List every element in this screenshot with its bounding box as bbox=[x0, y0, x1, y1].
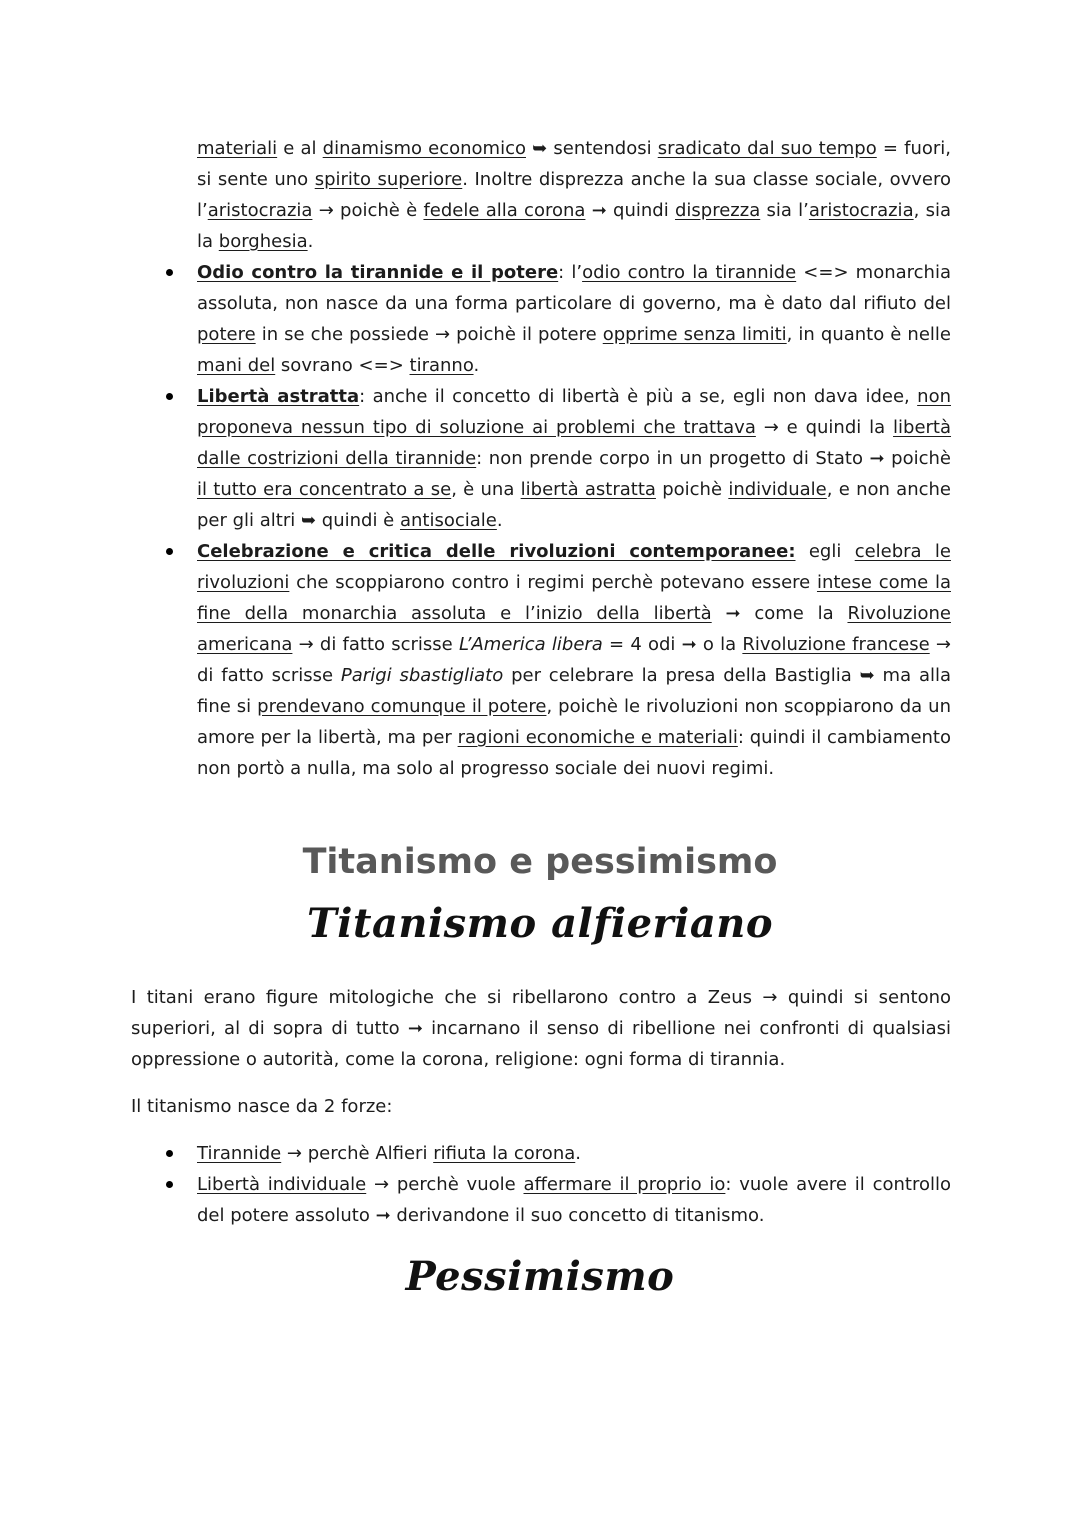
list-item bbox=[131, 1138, 951, 1169]
text-span: sia l’ bbox=[760, 200, 809, 221]
text-underlined: Tirannide bbox=[197, 1143, 282, 1164]
text-underlined: spirito superiore bbox=[314, 169, 463, 190]
bullet-icon bbox=[166, 393, 173, 400]
section-heading: Titanismo e pessimismo bbox=[302, 842, 778, 882]
text-span: che scoppiarono contro i regimi perchè potevano essere bbox=[289, 572, 817, 593]
list-item bbox=[131, 381, 951, 536]
text-span: → di fatto scrisse bbox=[292, 634, 459, 655]
text-underlined: odio contro la tirannide bbox=[582, 262, 797, 283]
text-span: poichè bbox=[655, 479, 729, 500]
text-italic: L’America libera bbox=[458, 634, 603, 655]
subsection-heading-pessimismo: Pessimismo bbox=[405, 1253, 675, 1300]
intro-text bbox=[131, 133, 951, 257]
text-underlined: sradicato dal suo tempo bbox=[657, 138, 877, 159]
text-underlined: materiali bbox=[197, 138, 278, 159]
text-span: e al bbox=[277, 138, 323, 159]
text-span: egli bbox=[795, 541, 855, 562]
text-span: , è una bbox=[451, 479, 521, 500]
text-underlined: aristocrazia bbox=[207, 200, 313, 221]
text-underlined: opprime senza limiti bbox=[602, 324, 787, 345]
text-underlined: libertà dalle costrizioni della tirannide bbox=[197, 417, 952, 469]
text-underlined: non proponeva nessun tipo di soluzione ai problemi che trattava bbox=[197, 386, 951, 438]
text-underlined: ragioni economiche e materiali bbox=[457, 727, 738, 748]
text-span: : non prende corpo in un progetto di Stato ➞ poichè bbox=[476, 448, 952, 469]
text-underlined: aristocrazia bbox=[808, 200, 914, 221]
text-italic: Parigi sbastigliato bbox=[340, 665, 504, 686]
bullet-title: Odio contro la tirannide e il potere bbox=[197, 262, 559, 283]
bullet-list bbox=[131, 257, 951, 784]
text-underlined: affermare il proprio io bbox=[523, 1174, 726, 1195]
text-underlined: disprezza bbox=[674, 200, 761, 221]
bullet-icon bbox=[166, 548, 173, 555]
titanismo-section bbox=[131, 982, 951, 1231]
text-underlined: prendevano comunque il potere bbox=[257, 696, 547, 717]
text-span: . bbox=[496, 510, 503, 531]
text-span: ➥ sentendosi bbox=[526, 138, 658, 159]
text-span: per celebrare la presa della Bastiglia ➥ ma alla fine si bbox=[197, 665, 952, 717]
text-underlined: mani del bbox=[197, 355, 276, 376]
text-underlined: tiranno bbox=[409, 355, 474, 376]
text-underlined: potere bbox=[197, 324, 256, 345]
text-underlined: rifiuta la corona bbox=[433, 1143, 576, 1164]
text-span: → e quindi la bbox=[755, 417, 894, 438]
text-span: → perchè Alfieri bbox=[281, 1143, 434, 1164]
text-underlined: individuale bbox=[728, 479, 827, 500]
bullet-title: Celebrazione e critica delle rivoluzioni contemporanee: bbox=[197, 541, 796, 562]
bullet-title: Libertà astratta bbox=[197, 386, 360, 407]
text-span: . bbox=[575, 1143, 581, 1164]
bullet-icon bbox=[166, 1181, 173, 1188]
text-span: sovrano <=> bbox=[275, 355, 410, 376]
text-span: = fuori, si sente uno bbox=[197, 138, 951, 190]
text-underlined: Rivoluzione francese bbox=[742, 634, 930, 655]
text-underlined: celebra le rivoluzioni bbox=[197, 541, 951, 593]
text-underlined: intese come la fine della monarchia assoluta e l’inizio della libertà bbox=[197, 572, 951, 624]
text-underlined: antisociale bbox=[399, 510, 497, 531]
text-span: → perchè vuole bbox=[366, 1174, 524, 1195]
text-span: . Inoltre disprezza anche la sua classe sociale, ovvero l’ bbox=[197, 169, 952, 221]
bullet-icon bbox=[166, 1150, 173, 1157]
text-span: , poichè le rivoluzioni non scoppiarono da un amore per la libertà, ma per bbox=[197, 696, 951, 748]
paragraph-forze: Il titanismo nasce da 2 forze: bbox=[131, 1096, 393, 1117]
list-item bbox=[131, 1169, 951, 1231]
text-span: = 4 odi ➞ o la bbox=[602, 634, 743, 655]
text-span: ➞ quindi bbox=[585, 200, 675, 221]
text-span: : anche il concetto di libertà è più a se, egli non dava idee, bbox=[359, 386, 918, 407]
subsection-heading-titanismo: Titanismo alfieriano bbox=[307, 900, 773, 947]
text-underlined: fedele alla corona bbox=[423, 200, 586, 221]
paragraph-titani: I titani erano figure mitologiche che si ribellarono contro a Zeus → quindi si sentono superiori, al di sopra di tutto ➞ incarnano il senso di ribellione nei confronti di qualsiasi oppressione o autorità, come la corona, religione: ogni forma di tirannia. bbox=[131, 987, 951, 1070]
text-span: : l’ bbox=[558, 262, 583, 283]
text-span: ➞ come la bbox=[711, 603, 848, 624]
text-underlined: borghesia bbox=[218, 231, 308, 252]
text-span: <=> monarchia assoluta, non nasce da una forma particolare di governo, ma è dato dal rifiuto del bbox=[197, 262, 951, 314]
forze-list bbox=[131, 1138, 951, 1231]
text-span: in se che possiede → poichè il potere bbox=[255, 324, 603, 345]
text-span: → di fatto scrisse bbox=[197, 634, 951, 686]
text-span: : quindi il cambiamento non portò a nulla, ma solo al progresso sociale dei nuovi regimi. bbox=[197, 727, 952, 779]
text-span: , sia la bbox=[197, 200, 951, 252]
text-underlined: libertà astratta bbox=[520, 479, 656, 500]
text-span: . bbox=[307, 231, 314, 252]
text-underlined: il tutto era concentrato a se bbox=[197, 479, 452, 500]
text-span: : vuole avere il controllo del potere assoluto ➞ derivandone il suo concetto di titanismo. bbox=[197, 1174, 951, 1226]
list-item bbox=[131, 257, 951, 381]
text-span: , in quanto è nelle bbox=[786, 324, 951, 345]
text-underlined: Rivoluzione americana bbox=[197, 603, 951, 655]
list-item bbox=[131, 536, 951, 784]
text-underlined: Libertà individuale bbox=[197, 1174, 367, 1195]
intro-paragraph bbox=[131, 133, 951, 784]
text-span: , e non anche per gli altri ➥ quindi è bbox=[197, 479, 951, 531]
text-underlined: dinamismo economico bbox=[322, 138, 526, 159]
bullet-icon bbox=[166, 269, 173, 276]
text-span: . bbox=[473, 355, 480, 376]
text-span: → poichè è bbox=[312, 200, 424, 221]
